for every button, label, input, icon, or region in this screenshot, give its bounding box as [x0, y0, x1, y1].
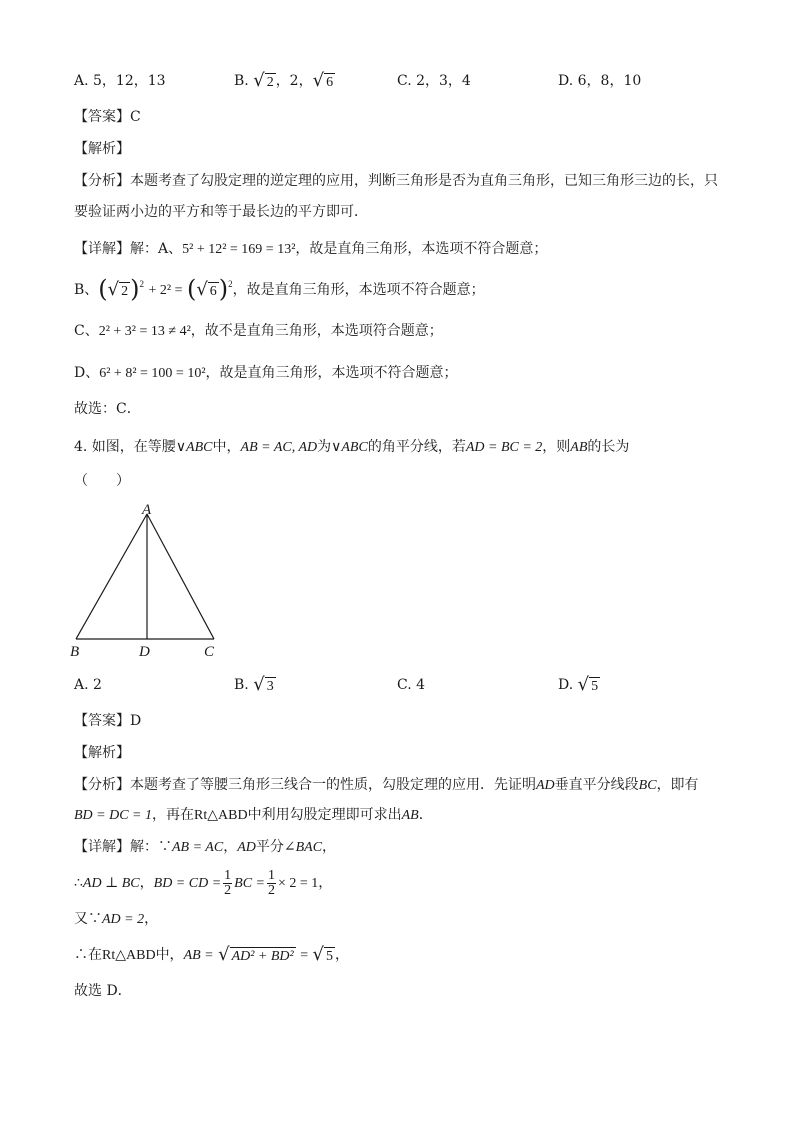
q4-step1: 【详解】解：∵AB = AC，AD平分∠BAC， [74, 839, 337, 855]
sqrt-3: √ 3 [253, 673, 274, 695]
math-expr: 5² + 12² = 169 = 13² [182, 242, 296, 257]
triangle-figure [64, 498, 234, 664]
q4-fenxi-line1: 【分析】本题考查了等腰三角形三线合一的性质，勾股定理的应用．先证明AD垂直平分线段BC，即有 [74, 777, 699, 793]
q3-option-b-prefix: B. [234, 73, 249, 89]
q3-answer [74, 106, 141, 128]
detail-tag: 【详解】 [74, 839, 130, 855]
answer-tag: 【答案】 [74, 109, 130, 125]
fraction-half: $\frac{1}{2}$ [224, 867, 232, 898]
q4-step4: ∴在Rt△ABD中，AB = √ AD² + BD² = √ 5 ， [74, 943, 350, 965]
q3-analysis-tag: 【解析】 [74, 141, 130, 157]
q3-fenxi-line1: 【分析】本题考查了勾股定理的逆定理的应用，判断三角形是否为直角三角形，已知三角形三边的长，只 [74, 173, 718, 189]
label-d: D [139, 644, 150, 660]
sqrt-2: √ 2 [253, 69, 274, 91]
answer-value: D [130, 713, 142, 729]
label-c: C [204, 644, 215, 660]
q3-detail-d: D、6² + 8² = 100 = 10²，故是直角三角形，本选项不符合题意； [74, 365, 458, 381]
detail-tag: 【详解】 [74, 241, 130, 257]
sqrt-6: √ 6 [312, 69, 334, 91]
fenxi-tag: 【分析】 [74, 777, 130, 793]
q3-option-d: D. 6，8，10 [558, 73, 642, 89]
q3-fenxi-line2: 要验证两小边的平方和等于最长边的平方即可． [74, 204, 368, 220]
q3-detail-a: 【详解】解：A、5² + 12² = 169 = 13²，故是直角三角形，本选项不符合题意； [74, 241, 548, 257]
q3-choose: 故选：C． [74, 401, 141, 417]
sqrt-2: √ 2 [107, 278, 129, 300]
q3-option-b [234, 70, 335, 92]
q4-step2: ∴AD ⊥ BC，BD = CD = $\frac{1}{2}$ BC = $\frac{1}{2}$ × 2 = 1， [74, 867, 333, 898]
math-expr: 6² + 8² = 100 = 10² [99, 366, 206, 381]
q3-detail-c: C、2² + 3² = 13 ≠ 4²，故不是直角三角形，本选项符合题意； [74, 323, 443, 339]
side-ac [147, 514, 214, 639]
q3-option-c: C. 2，3，4 [397, 73, 471, 89]
q3-detail-b: B、( √ 2 )$^2$ + 2² = ( √ 6 )$^2$，故是直角三角形，本选项不符合题意； [74, 275, 485, 303]
q4-stem: 4. 如图，在等腰∨ABC中，AB = AC, AD为∨ABC的角平分线，若AD = BC = 2，则AB的长为 [74, 439, 630, 455]
math-expr: + 2² = [148, 283, 183, 298]
math-expr: 2² + 3² = 13 ≠ 4² [98, 324, 191, 339]
sqrt-5: √ 5 [577, 673, 599, 695]
separator: ，2， [275, 73, 313, 89]
fenxi-tag: 【分析】 [74, 173, 130, 189]
label-b: B [70, 644, 80, 660]
q4-answer [74, 710, 141, 732]
q4-option-c: C. 4 [397, 677, 426, 693]
q4-step3: 又∵AD = 2， [74, 911, 159, 927]
side-ab [76, 514, 147, 639]
q4-choose: 故选 D． [74, 983, 132, 999]
sqrt-5: √ 5 [312, 943, 334, 965]
q4-option-b: B. √ 3 [234, 673, 274, 695]
fraction-half: $\frac{1}{2}$ [268, 867, 275, 898]
sqrt-6: √ 6 [196, 278, 217, 300]
q4-fenxi-line2: BD = DC = 1，再在Rt△ABD中利用勾股定理即可求出AB． [74, 807, 433, 823]
label-a: A [142, 502, 152, 518]
q4-option-a: A. 2 [74, 677, 102, 693]
q3-option-a: A. 5，12，13 [74, 73, 166, 89]
q4-blank: （ ） [74, 473, 130, 489]
sqrt-ad2-bd2: √ AD² + BD² [218, 943, 294, 965]
answer-tag: 【答案】 [74, 713, 130, 729]
q4-option-d: D. √ 5 [558, 673, 599, 695]
answer-value: C [130, 109, 141, 125]
q4-analysis-tag: 【解析】 [74, 745, 130, 761]
